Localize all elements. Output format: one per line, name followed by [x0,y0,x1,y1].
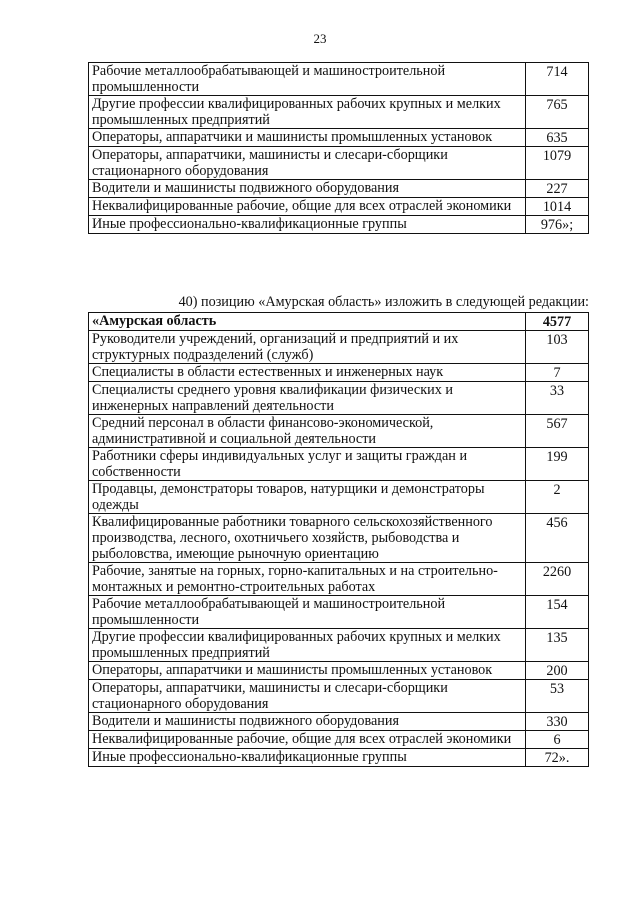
count-cell: 199 [526,448,589,481]
occupation-group-cell: Специалисты среднего уровня квалификации физических и инженерных направлений деятельности [89,382,526,415]
occupation-group-cell: Руководители учреждений, организаций и предприятий и их структурных подразделений (служб) [89,331,526,364]
occupation-group-cell: Квалифицированные работники товарного сельскохозяйственного производства, лесного, охотничьего хозяйств, рыбоводства и рыболовства, имеющие рыночную ориентацию [89,514,526,563]
occupation-group-cell: Водители и машинисты подвижного оборудования [89,180,526,198]
count-cell: 227 [526,180,589,198]
page-number: 23 [313,31,327,46]
table-header-row [89,313,589,331]
region-total-cell: 4577 [526,313,589,331]
occupation-group-cell: Работники сферы индивидуальных услуг и защиты граждан и собственности [89,448,526,481]
count-cell: 1014 [526,198,589,216]
count-cell: 765 [526,96,589,129]
table-row [89,596,589,629]
count-cell: 72». [526,749,589,767]
occupation-group-cell: Операторы, аппаратчики и машинисты промышленных установок [89,662,526,680]
region-name-cell: «Амурская область [89,313,526,331]
count-cell: 635 [526,129,589,147]
count-cell: 33 [526,382,589,415]
table-amur-region [88,312,589,767]
occupation-group-cell: Продавцы, демонстраторы товаров, натурщики и демонстраторы одежды [89,481,526,514]
table-row [89,731,589,749]
occupation-group-cell: Другие профессии квалифицированных рабочих крупных и мелких промышленных предприятий [89,96,526,129]
table-previous-region-continuation [88,62,589,234]
occupation-group-cell: Операторы, аппаратчики, машинисты и слесари-сборщики стационарного оборудования [89,147,526,180]
table-row [89,63,589,96]
count-cell: 103 [526,331,589,364]
count-cell: 456 [526,514,589,563]
table-row [89,129,589,147]
table-row [89,382,589,415]
table-row [89,147,589,180]
count-cell: 7 [526,364,589,382]
table-row [89,331,589,364]
table-row [89,481,589,514]
occupation-group-cell: Иные профессионально-квалификационные группы [89,749,526,767]
occupation-group-cell: Операторы, аппаратчики, машинисты и слесари-сборщики стационарного оборудования [89,680,526,713]
occupation-group-cell: Специалисты в области естественных и инженерных наук [89,364,526,382]
table-row [89,180,589,198]
occupation-group-cell: Неквалифицированные рабочие, общие для всех отраслей экономики [89,198,526,216]
count-cell: 330 [526,713,589,731]
count-cell: 567 [526,415,589,448]
table-row [89,364,589,382]
table-row [89,749,589,767]
occupation-group-cell: Операторы, аппаратчики и машинисты промышленных установок [89,129,526,147]
count-cell: 1079 [526,147,589,180]
table-row [89,514,589,563]
table-row [89,415,589,448]
amendment-intro-text: 40) позицию «Амурская область» изложить в следующей редакции: [178,294,589,310]
table-row [89,629,589,662]
count-cell: 135 [526,629,589,662]
count-cell: 976»; [526,216,589,234]
occupation-group-cell: Рабочие металлообрабатывающей и машиностроительной промышленности [89,596,526,629]
count-cell: 2260 [526,563,589,596]
table-row [89,563,589,596]
table-row [89,96,589,129]
table-row [89,713,589,731]
table-row [89,216,589,234]
occupation-group-cell: Рабочие, занятые на горных, горно-капитальных и на строительно-монтажных и ремонтно-строительных работах [89,563,526,596]
count-cell: 53 [526,680,589,713]
table-row [89,448,589,481]
count-cell: 2 [526,481,589,514]
count-cell: 6 [526,731,589,749]
occupation-group-cell: Другие профессии квалифицированных рабочих крупных и мелких промышленных предприятий [89,629,526,662]
occupation-group-cell: Неквалифицированные рабочие, общие для всех отраслей экономики [89,731,526,749]
table-row [89,198,589,216]
occupation-group-cell: Средний персонал в области финансово-экономической, административной и социальной деятельности [89,415,526,448]
count-cell: 200 [526,662,589,680]
occupation-group-cell: Рабочие металлообрабатывающей и машиностроительной промышленности [89,63,526,96]
occupation-group-cell: Водители и машинисты подвижного оборудования [89,713,526,731]
count-cell: 154 [526,596,589,629]
count-cell: 714 [526,63,589,96]
table-row [89,662,589,680]
table-row [89,680,589,713]
occupation-group-cell: Иные профессионально-квалификационные группы [89,216,526,234]
